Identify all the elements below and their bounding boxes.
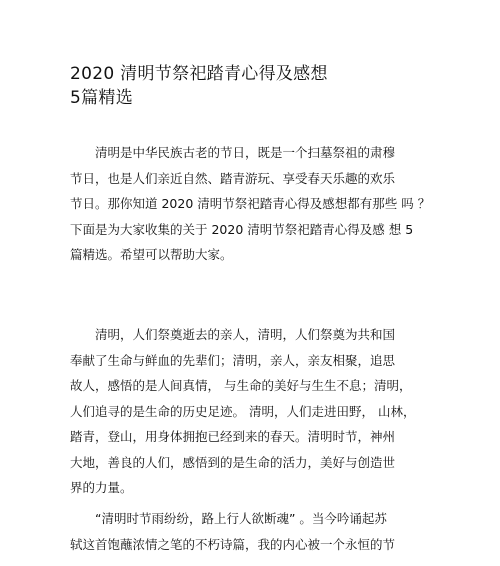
- text-line: 奉献了生命与鲜血的先辈们；清明，亲人，亲友相聚，追思: [70, 352, 396, 368]
- text-line: 节日。那你知道 2020 清明节祭祀踏青心得及感想都有那些 吗 ？: [70, 196, 431, 211]
- text-line: 踏青，登山，用身体拥抱已经到来的春天。清明时节，神州: [70, 429, 396, 444]
- body-paragraph: [70, 322, 490, 501]
- text-line: 人们追寻的是生命的历史足迹。 清明，人们走进田野， 山林，: [70, 403, 416, 419]
- document-title: [70, 62, 328, 110]
- text-line: 篇精选。希望可以帮助大家。: [70, 247, 233, 262]
- text-line: 清明是中华民族古老的节日，既是一个扫墓祭祖的肃穆: [70, 145, 396, 160]
- text-line: 清明，人们祭奠逝去的亲人，清明，人们祭奠为共和国: [70, 327, 396, 342]
- title-line-2: 5篇精选: [70, 88, 134, 108]
- text-line: 界的力量。: [70, 480, 133, 495]
- text-line: 轼这首饱蘸浓情之笔的不朽诗篇，我的内心被一个永恒的节: [70, 536, 396, 552]
- title-line-1: 2020 清明节祭祀踏青心得及感想: [70, 64, 328, 84]
- text-line: 节日，也是人们亲近自然、踏青游玩、享受春天乐趣的欢乐: [70, 170, 396, 186]
- text-line: 下面是为大家收集的关于 2020 清明节祭祀踏青心得及感 想 5: [70, 221, 414, 237]
- intro-paragraph: [70, 140, 490, 268]
- text-line: 大地，善良的人们，感悟到的是生命的活力，美好与创造世: [70, 454, 396, 470]
- text-line: 故人，感悟的是人间真情， 与生命的美好与生生不息；清明，: [70, 378, 412, 393]
- text-line: “清明时节雨纷纷，路上行人欲断魂” 。当今吟诵起苏: [70, 511, 387, 526]
- quote-paragraph: [70, 506, 490, 557]
